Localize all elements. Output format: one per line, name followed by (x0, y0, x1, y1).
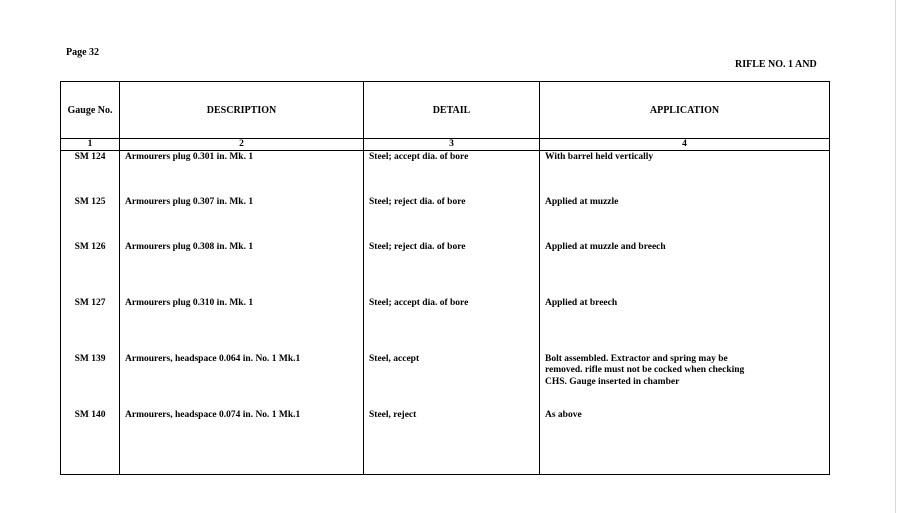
gauge-no-cell: SM 127 (74, 297, 106, 308)
description-cell: Armourers plug 0.308 in. Mk. 1 (125, 241, 254, 252)
description-cell: Armourers plug 0.301 in. Mk. 1 (125, 152, 254, 162)
table-row (61, 353, 830, 409)
col-number: 2 (120, 139, 364, 151)
col-number: 1 (61, 139, 120, 151)
running-head: RIFLE NO. 1 AND (735, 59, 817, 70)
detail-cell: Steel, reject (369, 409, 417, 420)
col-number: 3 (364, 139, 540, 151)
application-cell: Applied at muzzle and breech (545, 241, 666, 252)
detail-cell: Steel; accept dia. of bore (369, 152, 469, 162)
table-row (61, 151, 830, 196)
col-header-application: APPLICATION (540, 82, 830, 139)
gauge-table (60, 81, 830, 475)
detail-cell: Steel; reject dia. of bore (369, 241, 466, 252)
gauge-no-cell: SM 140 (74, 409, 106, 420)
application-cell: As above (545, 409, 582, 420)
description-cell: Armourers plug 0.310 in. Mk. 1 (125, 297, 254, 308)
table-row (61, 241, 830, 297)
application-cell: Applied at muzzle (545, 196, 619, 207)
description-cell: Armourers, headspace 0.064 in. No. 1 Mk.1 (125, 353, 301, 364)
page-number: Page 32 (66, 47, 100, 58)
table-row (61, 196, 830, 241)
col-header-description: DESCRIPTION (120, 82, 364, 139)
application-cell: Applied at breech (545, 297, 618, 308)
page-edge-rule (895, 0, 896, 513)
gauge-no-cell: SM 124 (74, 152, 106, 162)
col-header-detail: DETAIL (364, 82, 540, 139)
detail-cell: Steel; accept dia. of bore (369, 297, 469, 308)
application-cell: Bolt assembled. Extractor and spring may be removed. rifle must not be cocked when checking CHS. Gauge inserted in chamber (545, 353, 745, 387)
application-cell: With barrel held vertically (545, 152, 654, 162)
gauge-no-cell: SM 126 (74, 241, 106, 252)
detail-cell: Steel, accept (369, 353, 420, 364)
gauge-no-cell: SM 139 (74, 353, 106, 364)
detail-cell: Steel; reject dia. of bore (369, 196, 466, 207)
description-cell: Armourers plug 0.307 in. Mk. 1 (125, 196, 254, 207)
col-header-gauge-no: Gauge No. (61, 82, 120, 139)
col-number: 4 (540, 139, 830, 151)
gauge-no-cell: SM 125 (74, 196, 106, 207)
description-cell: Armourers, headspace 0.074 in. No. 1 Mk.1 (125, 409, 301, 420)
table-row (61, 297, 830, 353)
table-row (61, 409, 830, 475)
